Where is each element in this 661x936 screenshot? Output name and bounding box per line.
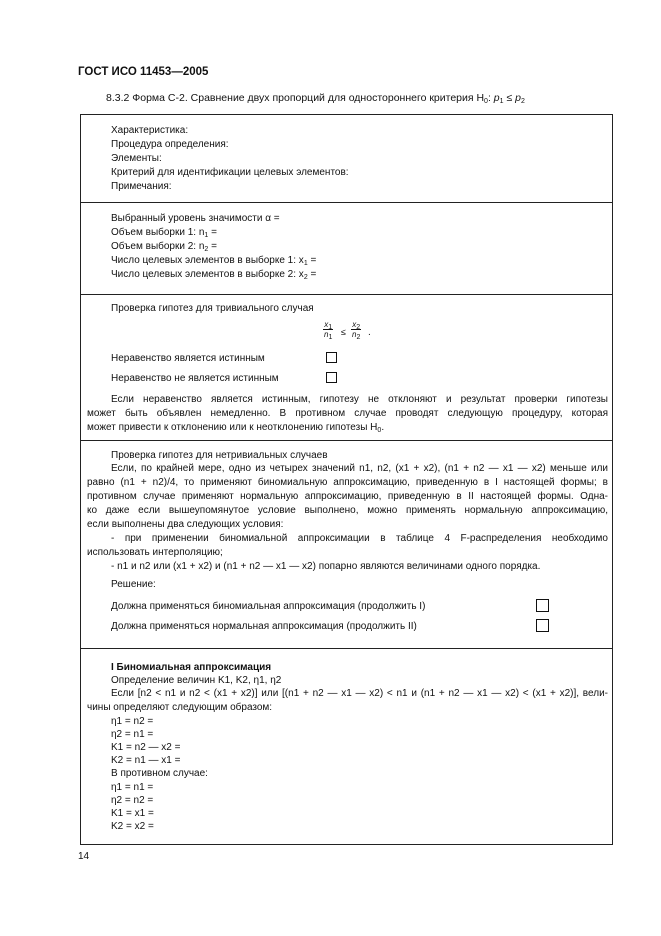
nontrivial-line-4: ко даже если вышеупомянутое условие выполнено, можно применять нормальную аппроксимацию,	[87, 505, 608, 516]
section-binomial	[81, 649, 612, 844]
section-characteristics	[81, 115, 612, 203]
document-title: ГОСТ ИСО 11453—2005	[78, 66, 209, 78]
binomial-heading: I Биномиальная аппроксимация	[111, 662, 272, 673]
inequality-true-label: Неравенство является истинным	[111, 353, 265, 364]
section-sample-data	[81, 203, 612, 295]
trivial-heading: Проверка гипотез для тривиального случая	[111, 303, 314, 314]
nontrivial-heading: Проверка гипотез для нетривиальных случаев	[111, 450, 328, 461]
section-nontrivial-case	[81, 441, 612, 649]
section-trivial-case	[81, 295, 612, 441]
field-notes: Примечания:	[111, 181, 172, 192]
inequality-true-checkbox[interactable]	[326, 352, 337, 363]
field-n2: Объем выборки 2: $n_2$ =	[111, 241, 217, 253]
binomial-condition-line-2: чины определяют следующим образом:	[87, 702, 273, 713]
eq-eta2-b: η2 = n2 =	[111, 795, 154, 806]
field-characteristic: Характеристика:	[111, 125, 189, 136]
form-caption: 8.3.2 Форма С-2. Сравнение двух пропорций для одностороннего критерия $H_0$: $p_1 \le p_2$	[106, 92, 525, 105]
inequality-false-label: Неравенство не является истинным	[111, 373, 279, 384]
nontrivial-line-2: равно (n1 + n2)/4, то применяют биномиальную аппроксимацию, приведенную в I настоящей формы; в	[87, 477, 608, 488]
fraction-period: .	[368, 327, 371, 338]
eq-eta2-a: η2 = n1 =	[111, 729, 154, 740]
eq-eta1-b: η1 = n1 =	[111, 782, 154, 793]
nontrivial-line-3: противном случае применяют нормальную аппроксимацию, приведенную в II настоящей формы. Одна-	[87, 491, 608, 502]
normal-option-label: Должна применяться нормальная аппроксимация (продолжить II)	[111, 621, 417, 632]
nontrivial-line-6: - при применении биномиальной аппроксимации в таблице 4 F-распределения необходимо	[111, 533, 608, 544]
field-criterion: Критерий для идентификации целевых элементов:	[111, 167, 349, 178]
field-elements: Элементы:	[111, 153, 162, 164]
decision-label: Решение:	[111, 579, 156, 590]
field-x2: Число целевых элементов в выборке 2: $x_2$ =	[111, 269, 317, 281]
field-alpha: Выбранный уровень значимости α =	[111, 213, 280, 224]
fraction-x1-n1: $\frac{x_1}{n_1}$	[324, 320, 333, 341]
nontrivial-line-7: использовать интерполяцию;	[87, 547, 223, 558]
normal-option-checkbox[interactable]	[536, 619, 549, 632]
binomial-option-checkbox[interactable]	[536, 599, 549, 612]
trivial-para-line-2: может быть объявлен немедленно. В противном случае проводят следующую процедуру, которая	[87, 408, 608, 419]
leq-symbol: ≤	[341, 327, 346, 337]
trivial-para-line-3: может привести к отклонению или к неотклонению гипотезы $H_0$.	[87, 422, 385, 434]
inequality-false-checkbox[interactable]	[326, 372, 337, 383]
eq-eta1-a: η1 = n2 =	[111, 716, 154, 727]
eq-k1-b: K1 = x1 =	[111, 808, 154, 819]
field-procedure: Процедура определения:	[111, 139, 229, 150]
eq-k2-b: K2 = x2 =	[111, 821, 154, 832]
nontrivial-line-8: - n1 и n2 или (x1 + x2) и (n1 + n2 — x1 — x2) попарно являются величинами одного порядка.	[111, 561, 541, 572]
binomial-definition: Определение величин K1, K2, η1, η2	[111, 675, 282, 686]
field-x1: Число целевых элементов в выборке 1: $x_1$ =	[111, 255, 317, 267]
binomial-option-label: Должна применяться биномиальная аппроксимация (продолжить I)	[111, 601, 426, 612]
nontrivial-line-1: Если, по крайней мере, одно из четырех значений n1, n2, (x1 + x2), (n1 + n2 — x1 — x2) меньше или	[111, 463, 608, 474]
eq-k2-a: K2 = n1 — x1 =	[111, 755, 181, 766]
trivial-para-line-1: Если неравенство является истинным, гипотезу не отклоняют и результат проверки гипотезы	[111, 394, 608, 405]
nontrivial-line-5: если выполнены два следующих условия:	[87, 519, 284, 530]
form-table	[80, 114, 613, 845]
page-number: 14	[78, 851, 90, 862]
eq-k1-a: K1 = n2 — x2 =	[111, 742, 181, 753]
binomial-condition-line-1: Если [n2 < n1 и n2 < (x1 + x2)] или [(n1 + n2 — x1 — x2) < n1 и (n1 + n2 — x1 — x2) < (x1 + x2)], вели-	[111, 688, 608, 699]
field-n1: Объем выборки 1: $n_1$ =	[111, 227, 217, 239]
fraction-x2-n2: $\frac{x_2}{n_2}$	[352, 320, 361, 341]
otherwise-label: В противном случае:	[111, 768, 208, 779]
